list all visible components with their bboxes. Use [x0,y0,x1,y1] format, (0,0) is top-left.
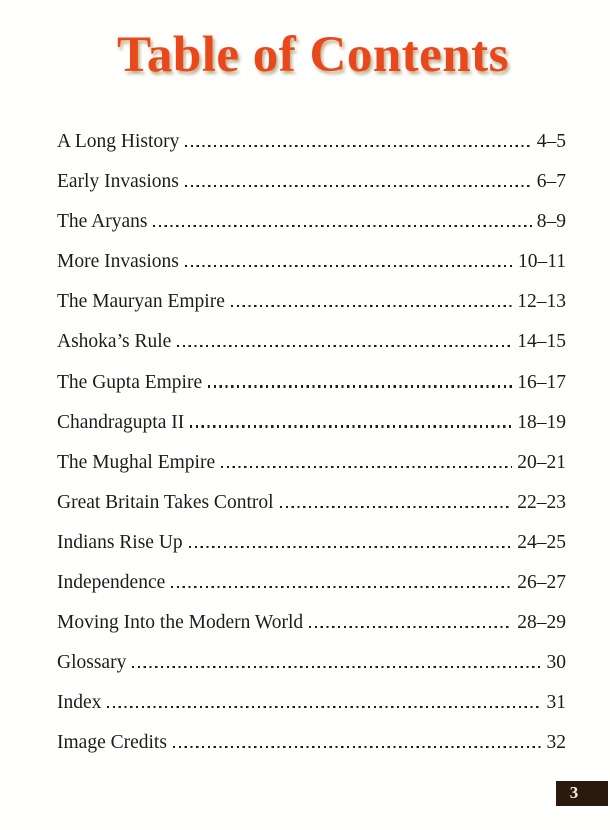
toc-entry-label: The Gupta Empire [57,371,203,393]
toc-entry [57,572,566,612]
toc-entry-pages: 28–29 [517,612,566,634]
toc-entry-pages: 26–27 [517,572,566,594]
toc-entry-pages: 4–5 [536,131,566,152]
page-number: 3 [569,782,579,802]
toc-entry [57,291,566,331]
toc-entry-label: Ashoka’s Rule [57,331,172,353]
dot-leader [189,546,513,548]
toc-entry-label: Great Britain Takes Control [57,491,274,513]
toc-entry [57,532,566,572]
toc-entry [57,251,566,291]
toc-entry-pages: 32 [546,732,566,754]
toc-entry-label: Index [57,692,102,714]
dot-leader [185,145,531,147]
dot-leader [173,746,542,748]
dot-leader [280,506,513,508]
dot-leader [132,666,541,668]
toc-entry-label: More Invasions [57,251,179,273]
toc-entry [57,492,566,532]
toc-entry [57,732,566,772]
toc-entry [57,131,566,171]
toc-entry [57,692,566,732]
toc-entry-pages: 16–17 [517,371,566,393]
toc-entry-label: Independence [57,572,166,594]
dot-leader [231,305,512,307]
toc-entry [57,372,566,412]
toc-entry-pages: 31 [546,692,566,714]
toc-entry-pages: 12–13 [517,291,566,313]
dot-leader [185,265,513,267]
toc-entry-label: A Long History [57,131,180,152]
toc-entry-label: Glossary [57,652,127,674]
toc-entry-label: Chandragupta II [57,411,185,433]
toc-entry-pages: 18–19 [517,411,566,433]
dot-leader [185,185,532,187]
toc-entry [57,452,566,492]
dot-leader [208,385,512,387]
toc-entry-pages: 20–21 [517,451,566,473]
toc-entry-label: Image Credits [57,732,167,754]
page-title: Table of Contents [117,27,509,83]
toc-entry-label: The Mauryan Empire [57,291,225,313]
toc-list [57,131,566,773]
dot-leader [107,706,541,708]
toc-entry-pages: 14–15 [517,331,566,353]
dot-leader [171,586,512,588]
toc-entry-label: Early Invasions [57,171,179,193]
toc-entry [57,331,566,371]
toc-page [0,27,610,802]
toc-entry-pages: 6–7 [536,171,566,193]
page-number-badge [556,781,608,806]
toc-entry [57,171,566,211]
dot-leader [153,225,531,227]
toc-entry-pages: 24–25 [517,531,566,553]
toc-entry [57,412,566,452]
dot-leader [309,626,512,628]
toc-entry-pages: 10–11 [517,251,566,273]
toc-entry-pages: 30 [546,652,566,674]
toc-entry-label: The Aryans [57,211,148,233]
toc-entry [57,652,566,692]
toc-entry-label: Indians Rise Up [57,531,183,553]
toc-entry-label: The Mughal Empire [57,451,216,473]
toc-entry-pages: 22–23 [517,491,566,513]
toc-entry-pages: 8–9 [536,211,566,233]
toc-entry [57,612,566,652]
toc-entry-label: Moving Into the Modern World [57,612,304,634]
dot-leader [221,466,512,468]
toc-entry [57,211,566,251]
dot-leader [177,345,512,347]
dot-leader [190,425,512,427]
